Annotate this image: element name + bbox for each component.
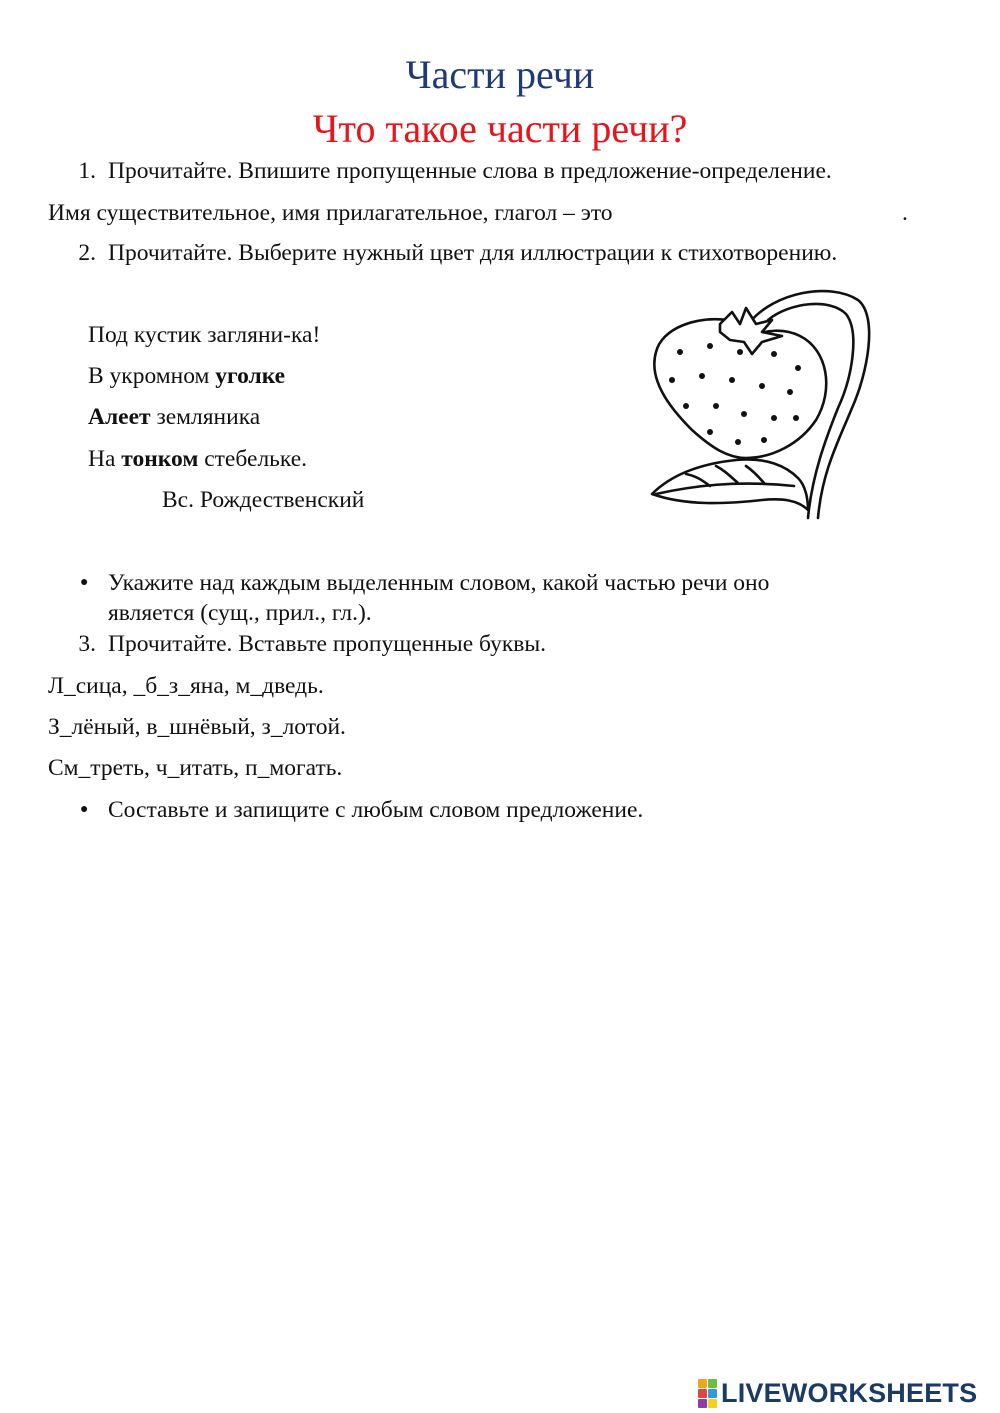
bullet-dot: ● <box>80 575 89 590</box>
liveworksheets-logo[interactable] <box>698 1376 977 1410</box>
definition-period: . <box>902 200 908 226</box>
highlighted-word-tonkom: тонком <box>121 446 199 472</box>
bullet1-line-2: является (сущ., прил., гл.). <box>108 600 372 626</box>
bullet2-text: Составьте и запищите с любым словом предложение. <box>108 797 644 823</box>
poem-text: земляника <box>150 404 261 430</box>
poem-line-3 <box>88 402 260 432</box>
poem-line-2 <box>88 361 285 391</box>
poem-author: Вс. Рождественский <box>162 487 365 513</box>
logo-tile <box>698 1399 707 1408</box>
highlighted-word-uglke: уголке <box>215 363 286 389</box>
page-title: Части речи <box>405 52 595 97</box>
logo-tile <box>708 1399 717 1408</box>
highlighted-word-aleet: Алеет <box>88 404 151 430</box>
poem-text: В укромном <box>88 363 216 389</box>
task2-instruction: Прочитайте. Выберите нужный цвет для иллюстрации к стихотворению. <box>108 240 838 266</box>
logo-text: LIVEWORKSHEETS <box>721 1377 978 1408</box>
task3-instruction: Прочитайте. Вставьте пропущенные буквы. <box>108 631 547 657</box>
logo-tile <box>698 1379 707 1388</box>
logo-tile <box>708 1379 717 1388</box>
definition-sentence: Имя существительное, имя прилагательное, глагол – это <box>48 200 613 226</box>
poem-text: На <box>88 446 122 472</box>
logo-tile <box>698 1389 707 1398</box>
bullet1-line-1: Укажите над каждым выделенным словом, какой частью речи оно <box>108 570 770 596</box>
task1-number: 1. <box>78 158 96 184</box>
missing-letters-row-2[interactable]: З_лёный, в_шнёвый, з_лотой. <box>48 714 346 740</box>
page-subtitle: Что такое части речи? <box>312 106 688 151</box>
strawberry-illustration[interactable] <box>640 280 880 530</box>
logo-mark-icon <box>698 1379 717 1408</box>
task1-instruction: Прочитайте. Впишите пропущенные слова в предложение-определение. <box>108 158 832 184</box>
poem-line-4 <box>88 444 307 474</box>
task2-number: 2. <box>78 240 96 266</box>
poem-text: стебельке. <box>198 446 308 472</box>
bullet-dot: ● <box>80 802 89 817</box>
missing-letters-row-3[interactable]: См_треть, ч_итать, п_могать. <box>48 755 343 781</box>
task3-number: 3. <box>78 631 96 657</box>
logo-tile <box>708 1389 717 1398</box>
poem-line-1: Под кустик загляни-ка! <box>88 322 321 348</box>
missing-letters-row-1[interactable]: Л_сица, _б_з_яна, м_дведь. <box>48 673 324 699</box>
definition-answer-field[interactable] <box>700 200 895 226</box>
